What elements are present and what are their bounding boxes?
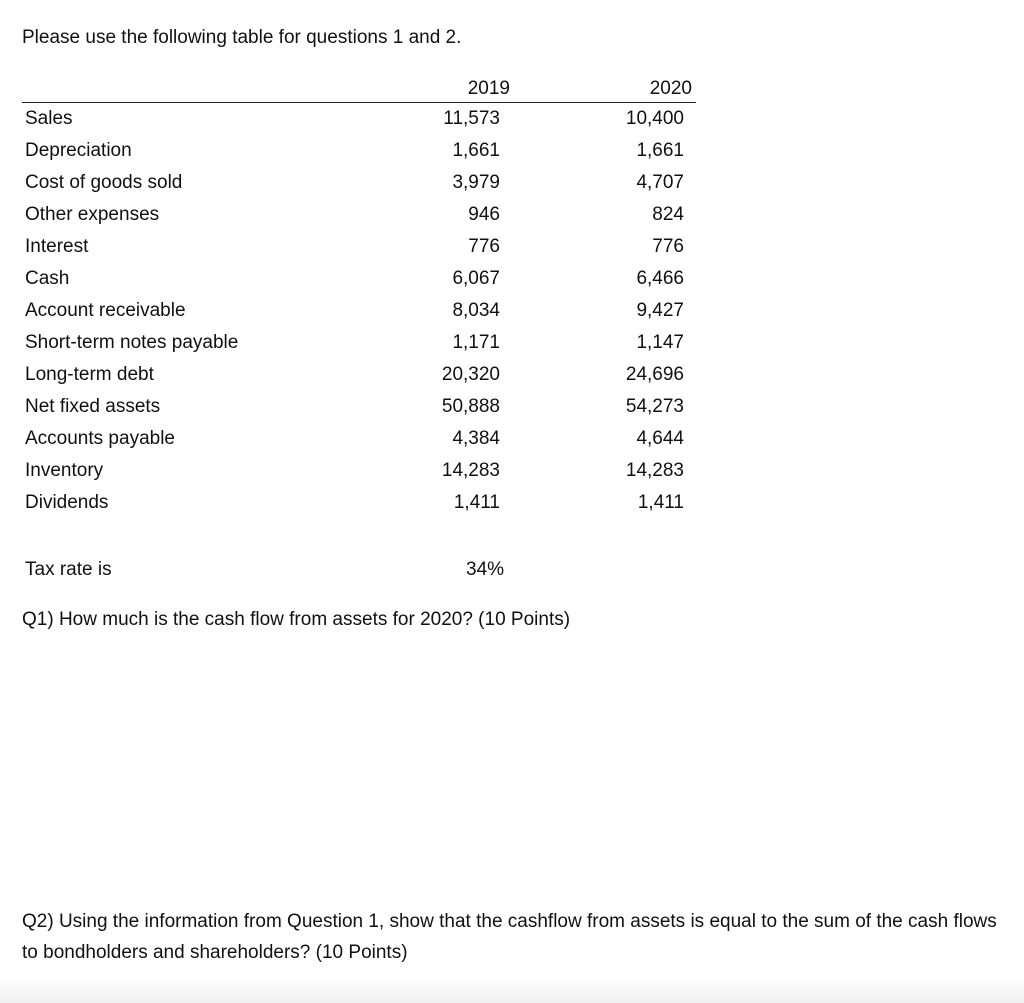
row-label: Sales — [25, 108, 73, 129]
value-2020: 24,696 — [625, 364, 684, 385]
table-row — [22, 167, 696, 199]
value-2019: 14,283 — [441, 460, 500, 481]
table-row — [22, 135, 696, 167]
value-2020: 4,707 — [636, 172, 684, 193]
value-2019: 776 — [468, 236, 500, 257]
table-row — [22, 423, 696, 455]
value-2019: 946 — [468, 204, 500, 225]
table-row — [22, 359, 696, 391]
row-label: Cost of goods sold — [25, 172, 183, 193]
value-2019: 1,171 — [452, 332, 500, 353]
row-label: Net fixed assets — [25, 396, 161, 417]
table-row — [22, 199, 696, 231]
value-2019: 50,888 — [441, 396, 500, 417]
header-2019: 2019 — [467, 78, 510, 99]
question-1: Q1) How much is the cash flow from assets for 2020? (10 Points) — [22, 609, 571, 630]
value-2020: 1,147 — [636, 332, 684, 353]
value-2020: 824 — [652, 204, 684, 225]
table-row — [22, 263, 696, 295]
row-label: Other expenses — [25, 204, 160, 225]
value-2019: 20,320 — [441, 364, 500, 385]
row-label: Account receivable — [25, 300, 186, 321]
table-row — [22, 231, 696, 263]
tax-rate-value: 34% — [466, 559, 505, 580]
value-2020: 9,427 — [636, 300, 684, 321]
value-2020: 1,661 — [636, 140, 684, 161]
table-row — [22, 295, 696, 327]
value-2019: 4,384 — [452, 428, 500, 449]
value-2020: 4,644 — [636, 428, 684, 449]
value-2020: 776 — [652, 236, 684, 257]
financial-table — [22, 76, 696, 519]
value-2020: 10,400 — [625, 108, 684, 129]
row-label: Interest — [25, 236, 89, 257]
header-2020: 2020 — [649, 78, 692, 99]
table-row — [22, 487, 696, 519]
value-2019: 11,573 — [443, 108, 500, 129]
value-2019: 1,411 — [453, 492, 500, 513]
value-2020: 14,283 — [625, 460, 684, 481]
table-row — [22, 391, 696, 423]
value-2019: 8,034 — [452, 300, 500, 321]
row-label: Accounts payable — [25, 428, 175, 449]
table-row — [22, 455, 696, 487]
value-2020: 54,273 — [625, 396, 684, 417]
row-label: Cash — [25, 268, 70, 289]
value-2019: 3,979 — [452, 172, 500, 193]
intro-text: Please use the following table for questions 1 and 2. — [22, 27, 462, 48]
row-label: Dividends — [25, 492, 109, 513]
row-label: Long-term debt — [25, 364, 154, 385]
table-body — [22, 103, 696, 519]
value-2019: 1,661 — [452, 140, 500, 161]
page-bottom-edge — [0, 977, 1024, 1003]
value-2019: 6,067 — [452, 268, 500, 289]
table-header-row — [22, 76, 696, 103]
row-label: Short-term notes payable — [25, 332, 239, 353]
table-row — [22, 103, 696, 135]
value-2020: 6,466 — [636, 268, 684, 289]
value-2020: 1,411 — [637, 492, 684, 513]
row-label: Depreciation — [25, 140, 132, 161]
table-row — [22, 327, 696, 359]
question-2: Q2) Using the information from Question 1, show that the cashflow from assets is equal to the sum of the cash flows to bondholders and shareholders? (10 Points) — [22, 911, 997, 963]
row-label: Inventory — [25, 460, 104, 481]
tax-rate-label: Tax rate is — [25, 559, 112, 580]
